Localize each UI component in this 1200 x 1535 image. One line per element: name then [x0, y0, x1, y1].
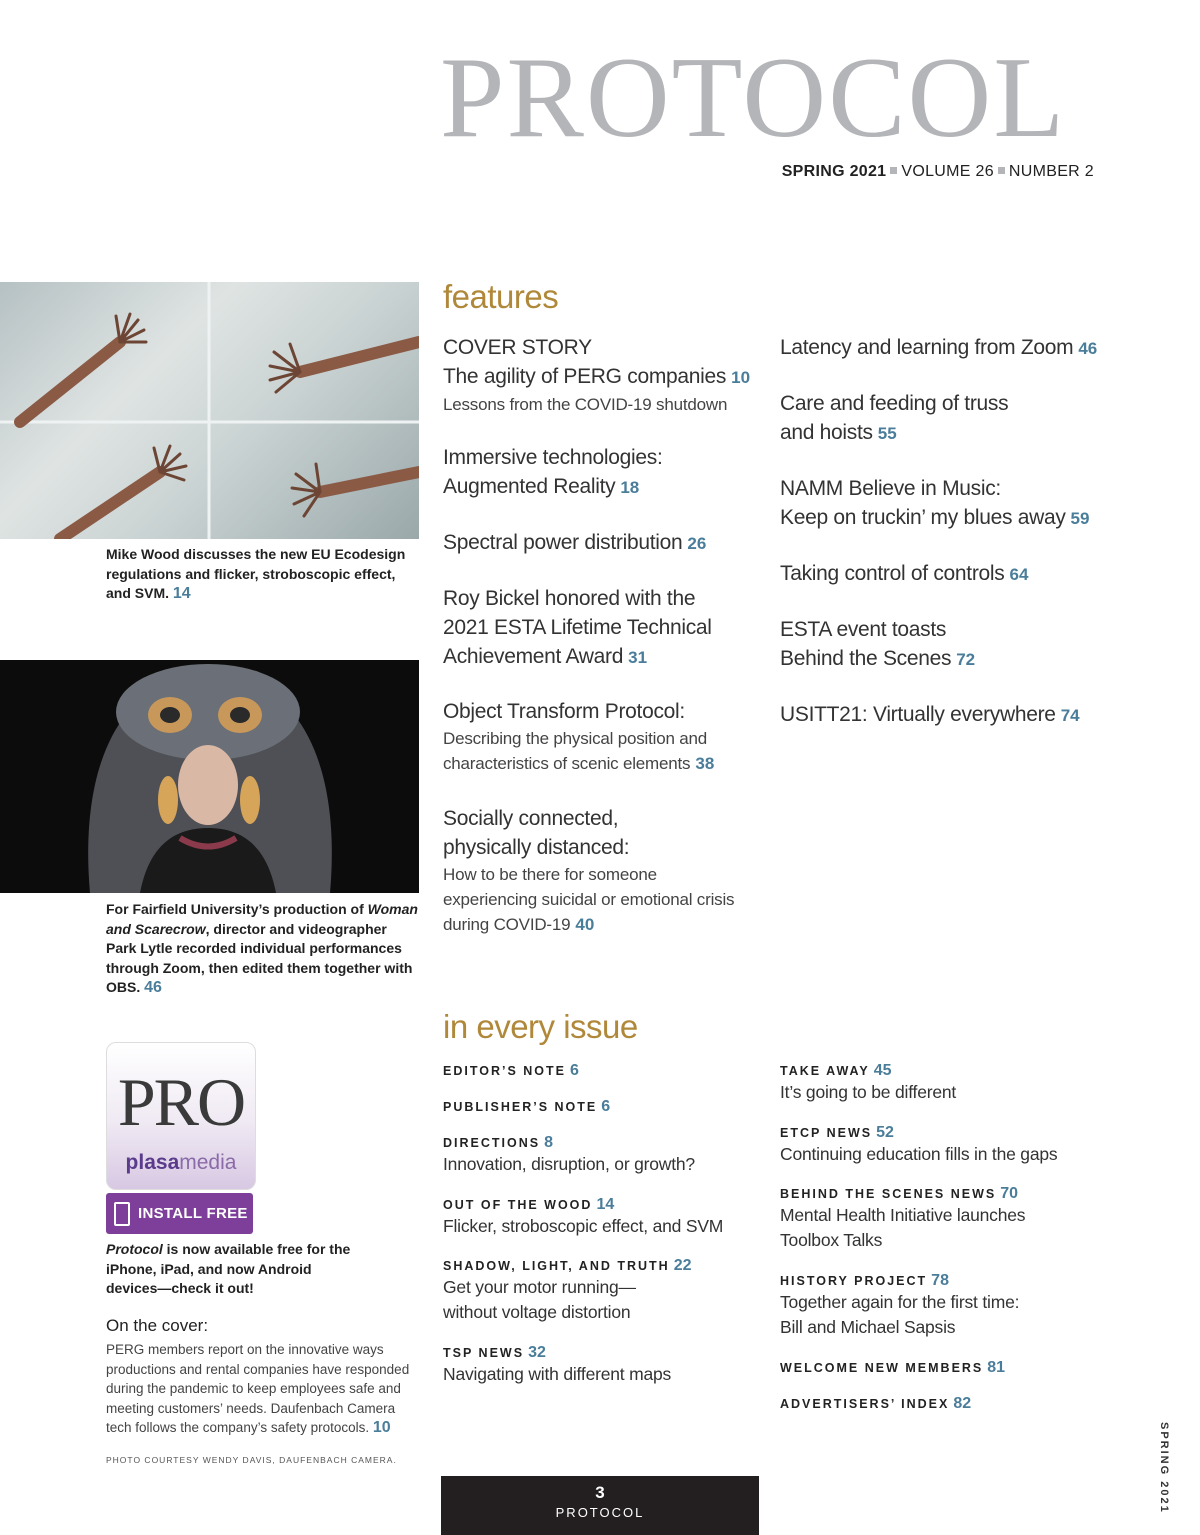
department-name: EDITOR’S NOTE	[443, 1064, 567, 1078]
feature-entry[interactable]	[443, 443, 763, 502]
department-name: TSP NEWS	[443, 1346, 525, 1360]
department-subtitle-line: Navigating with different maps	[443, 1364, 672, 1384]
feature-page-number[interactable]: 18	[620, 478, 640, 497]
feature-title-line: Keep on truckin’ my blues away 59	[780, 506, 1090, 529]
department-heading	[780, 1272, 1100, 1290]
feature-title-line: NAMM Believe in Music:	[780, 477, 1001, 500]
feature-entry[interactable]	[443, 528, 763, 558]
department-name: SHADOW, LIGHT, AND TRUTH	[443, 1259, 670, 1273]
department-page-number[interactable]: 52	[876, 1124, 894, 1141]
feature-page-number[interactable]: 55	[877, 424, 897, 443]
feature-entry[interactable]	[780, 615, 1110, 674]
department-entry[interactable]	[443, 1098, 763, 1116]
feature-entry[interactable]	[443, 804, 763, 937]
feature-subtitle-line: Describing the physical position and	[443, 729, 708, 748]
department-entry[interactable]	[780, 1185, 1100, 1253]
hands-illustration	[0, 282, 419, 539]
cover-heading: On the cover:	[106, 1316, 209, 1335]
department-entry[interactable]	[443, 1134, 763, 1177]
department-page-number[interactable]: 32	[528, 1344, 546, 1361]
department-heading	[780, 1185, 1100, 1203]
photo-performer-caption	[106, 900, 418, 998]
issue-season: SPRING 2021	[781, 163, 887, 180]
department-entry[interactable]	[443, 1257, 763, 1325]
feature-title-line: USITT21: Virtually everywhere 74	[780, 703, 1080, 726]
department-subtitle-line: without voltage distortion	[443, 1302, 631, 1322]
department-entry[interactable]	[443, 1344, 763, 1387]
app-caption	[106, 1240, 356, 1299]
department-page-number[interactable]: 78	[931, 1272, 949, 1289]
department-name: ADVERTISERS’ INDEX	[780, 1397, 950, 1411]
department-heading	[443, 1257, 763, 1275]
feature-title-line: Immersive technologies:	[443, 446, 663, 469]
phone-icon	[114, 1202, 130, 1226]
department-page-number[interactable]: 45	[873, 1062, 892, 1079]
department-subtitle-line: Bill and Michael Sapsis	[780, 1317, 956, 1337]
feature-page-number[interactable]: 10	[731, 368, 751, 387]
department-subtitle-line: Mental Health Initiative launches	[780, 1205, 1026, 1225]
photo-performer	[0, 660, 419, 893]
feature-title-line: The agility of PERG companies 10	[443, 365, 751, 388]
feature-title-line: Spectral power distribution 26	[443, 531, 707, 554]
feature-entry[interactable]	[780, 389, 1110, 448]
department-heading	[443, 1098, 763, 1116]
department-name: WELCOME NEW MEMBERS	[780, 1361, 984, 1375]
feature-subtitle-line: Lessons from the COVID-19 shutdown	[443, 395, 728, 414]
caption-page-number[interactable]: 14	[172, 585, 191, 602]
feature-page-number[interactable]: 74	[1060, 706, 1080, 725]
separator-square-icon	[890, 167, 897, 174]
app-caption-text: is now available free for the iPhone, iPad, and now Android devices—check it out!	[106, 1241, 351, 1296]
feature-page-number[interactable]: 64	[1009, 565, 1029, 584]
features-heading: features	[443, 278, 559, 315]
department-name: TAKE AWAY	[780, 1064, 870, 1078]
department-heading	[780, 1359, 1100, 1377]
department-entry[interactable]	[443, 1196, 763, 1239]
department-heading	[443, 1134, 763, 1152]
department-entry[interactable]	[780, 1272, 1100, 1340]
feature-page-number[interactable]: 31	[628, 648, 648, 667]
feature-title-line: Achievement Award 31	[443, 645, 648, 668]
department-subtitle-line: Continuing education fills in the gaps	[780, 1144, 1058, 1164]
feature-entry[interactable]	[443, 584, 763, 672]
masthead-title: PROTOCOL	[440, 34, 1067, 162]
department-heading	[780, 1062, 1100, 1080]
issue-line	[782, 163, 1094, 181]
brand-media: media	[179, 1151, 237, 1174]
department-page-number[interactable]: 81	[987, 1359, 1006, 1376]
caption-title-italic: Woman and Scarecrow	[106, 901, 418, 937]
cover-page-number[interactable]: 10	[372, 1419, 391, 1436]
department-page-number[interactable]: 14	[596, 1196, 615, 1213]
department-entry[interactable]	[443, 1062, 763, 1080]
page-footer	[441, 1476, 759, 1535]
feature-page-number[interactable]: 26	[687, 534, 707, 553]
department-subtitle-line: Innovation, disruption, or growth?	[443, 1154, 695, 1174]
feature-title-line: Augmented Reality 18	[443, 475, 640, 498]
caption-text: For Fairfield University’s production of	[106, 901, 368, 917]
feature-title-line: Taking control of controls 64	[780, 562, 1029, 585]
install-free-button[interactable]	[106, 1193, 253, 1234]
department-subtitle-line: Toolbox Talks	[780, 1230, 883, 1250]
feature-title-line: Socially connected,	[443, 807, 619, 830]
department-heading	[443, 1344, 763, 1362]
feature-title-line: COVER STORY	[443, 336, 592, 359]
feature-title-line: Roy Bickel honored with the	[443, 587, 696, 610]
department-name: PUBLISHER’S NOTE	[443, 1100, 598, 1114]
department-subtitle-line: Together again for the first time:	[780, 1292, 1020, 1312]
feature-title-line: Care and feeding of truss	[780, 392, 1009, 415]
department-subtitle-line: It’s going to be different	[780, 1082, 957, 1102]
brand-plasa: plasa	[125, 1151, 180, 1174]
department-entry[interactable]	[780, 1062, 1100, 1105]
department-page-number[interactable]: 8	[544, 1134, 553, 1151]
feature-page-number[interactable]: 38	[695, 754, 715, 773]
spine-label: SPRING 2021	[1158, 1422, 1170, 1514]
department-page-number[interactable]: 6	[570, 1062, 579, 1079]
department-page-number[interactable]: 82	[953, 1395, 972, 1412]
feature-title-line: 2021 ESTA Lifetime Technical	[443, 616, 712, 639]
department-heading	[443, 1196, 763, 1214]
feature-page-number[interactable]: 59	[1070, 509, 1090, 528]
department-page-number[interactable]: 6	[601, 1098, 611, 1115]
department-subtitle-line: Flicker, stroboscopic effect, and SVM	[443, 1216, 724, 1236]
feature-subtitle-line: experiencing suicidal or emotional crisis	[443, 890, 735, 909]
feature-entry[interactable]	[780, 474, 1110, 533]
feature-title-line: physically distanced:	[443, 836, 630, 859]
issue-volume: VOLUME 26	[901, 163, 994, 180]
department-heading	[443, 1062, 763, 1080]
page-number: 3	[595, 1483, 605, 1502]
feature-title-line: Latency and learning from Zoom 46	[780, 336, 1098, 359]
photo-hands-caption	[106, 545, 406, 604]
department-page-number[interactable]: 70	[1000, 1185, 1019, 1202]
department-subtitle-line: Get your motor running—	[443, 1277, 636, 1297]
department-page-number[interactable]: 22	[673, 1257, 692, 1274]
feature-entry[interactable]	[780, 559, 1110, 589]
every-issue-heading: in every issue	[443, 1008, 638, 1045]
cover-text: PERG members report on the innovative ways productions and rental companies have responded during the pandemic to keep employees safe and meeting customers’ needs. Daufenbach Camera tech follows the company’s safety protocols.	[106, 1342, 410, 1435]
caption-text: , director and videographer Park Lytle recorded individual performances through Zoom, then edited them together with OBS.	[106, 920, 413, 995]
department-entry[interactable]	[780, 1359, 1100, 1377]
app-icon[interactable]	[106, 1042, 256, 1190]
footer-publication: PROTOCOL	[555, 1505, 645, 1520]
cover-description	[106, 1340, 418, 1438]
feature-entry[interactable]	[780, 333, 1110, 363]
feature-title-line: Behind the Scenes 72	[780, 647, 976, 670]
issue-number: NUMBER 2	[1008, 163, 1094, 180]
feature-title-line: and hoists 55	[780, 421, 897, 444]
department-name: DIRECTIONS	[443, 1136, 541, 1150]
feature-title-line: Object Transform Protocol:	[443, 700, 685, 723]
department-entry[interactable]	[780, 1395, 1100, 1413]
department-heading	[780, 1395, 1100, 1413]
photo-credit: PHOTO COURTESY WENDY DAVIS, DAUFENBACH CAMERA.	[106, 1455, 397, 1465]
caption-text: Mike Wood discusses the new EU Ecodesign regulations and flicker, stroboscopic effect, and SVM.	[106, 546, 406, 601]
performer-illustration	[0, 660, 419, 893]
feature-subtitle-line: during COVID-19 40	[443, 915, 595, 934]
feature-subtitle-line: characteristics of scenic elements 38	[443, 754, 715, 773]
separator-square-icon	[998, 167, 1005, 174]
department-name: HISTORY PROJECT	[780, 1274, 928, 1288]
feature-entry[interactable]	[443, 333, 763, 417]
caption-page-number[interactable]: 46	[144, 979, 162, 996]
department-name: OUT OF THE WOOD	[443, 1198, 593, 1212]
feature-entry[interactable]	[443, 697, 763, 776]
department-name: ETCP NEWS	[780, 1126, 873, 1140]
app-caption-italic: Protocol	[106, 1241, 163, 1257]
feature-page-number[interactable]: 72	[956, 650, 976, 669]
app-logo-text: PRO	[117, 1064, 245, 1140]
feature-page-number[interactable]: 46	[1078, 339, 1098, 358]
plasamedia-logo	[107, 1151, 255, 1175]
feature-title-line: ESTA event toasts	[780, 618, 947, 641]
department-heading	[780, 1124, 1100, 1142]
department-entry[interactable]	[780, 1124, 1100, 1167]
feature-page-number[interactable]: 40	[575, 915, 595, 934]
install-label: INSTALL FREE	[138, 1205, 248, 1222]
department-name: BEHIND THE SCENES NEWS	[780, 1187, 997, 1201]
photo-hands	[0, 282, 419, 539]
feature-subtitle-line: How to be there for someone	[443, 865, 657, 884]
feature-entry[interactable]	[780, 700, 1110, 730]
